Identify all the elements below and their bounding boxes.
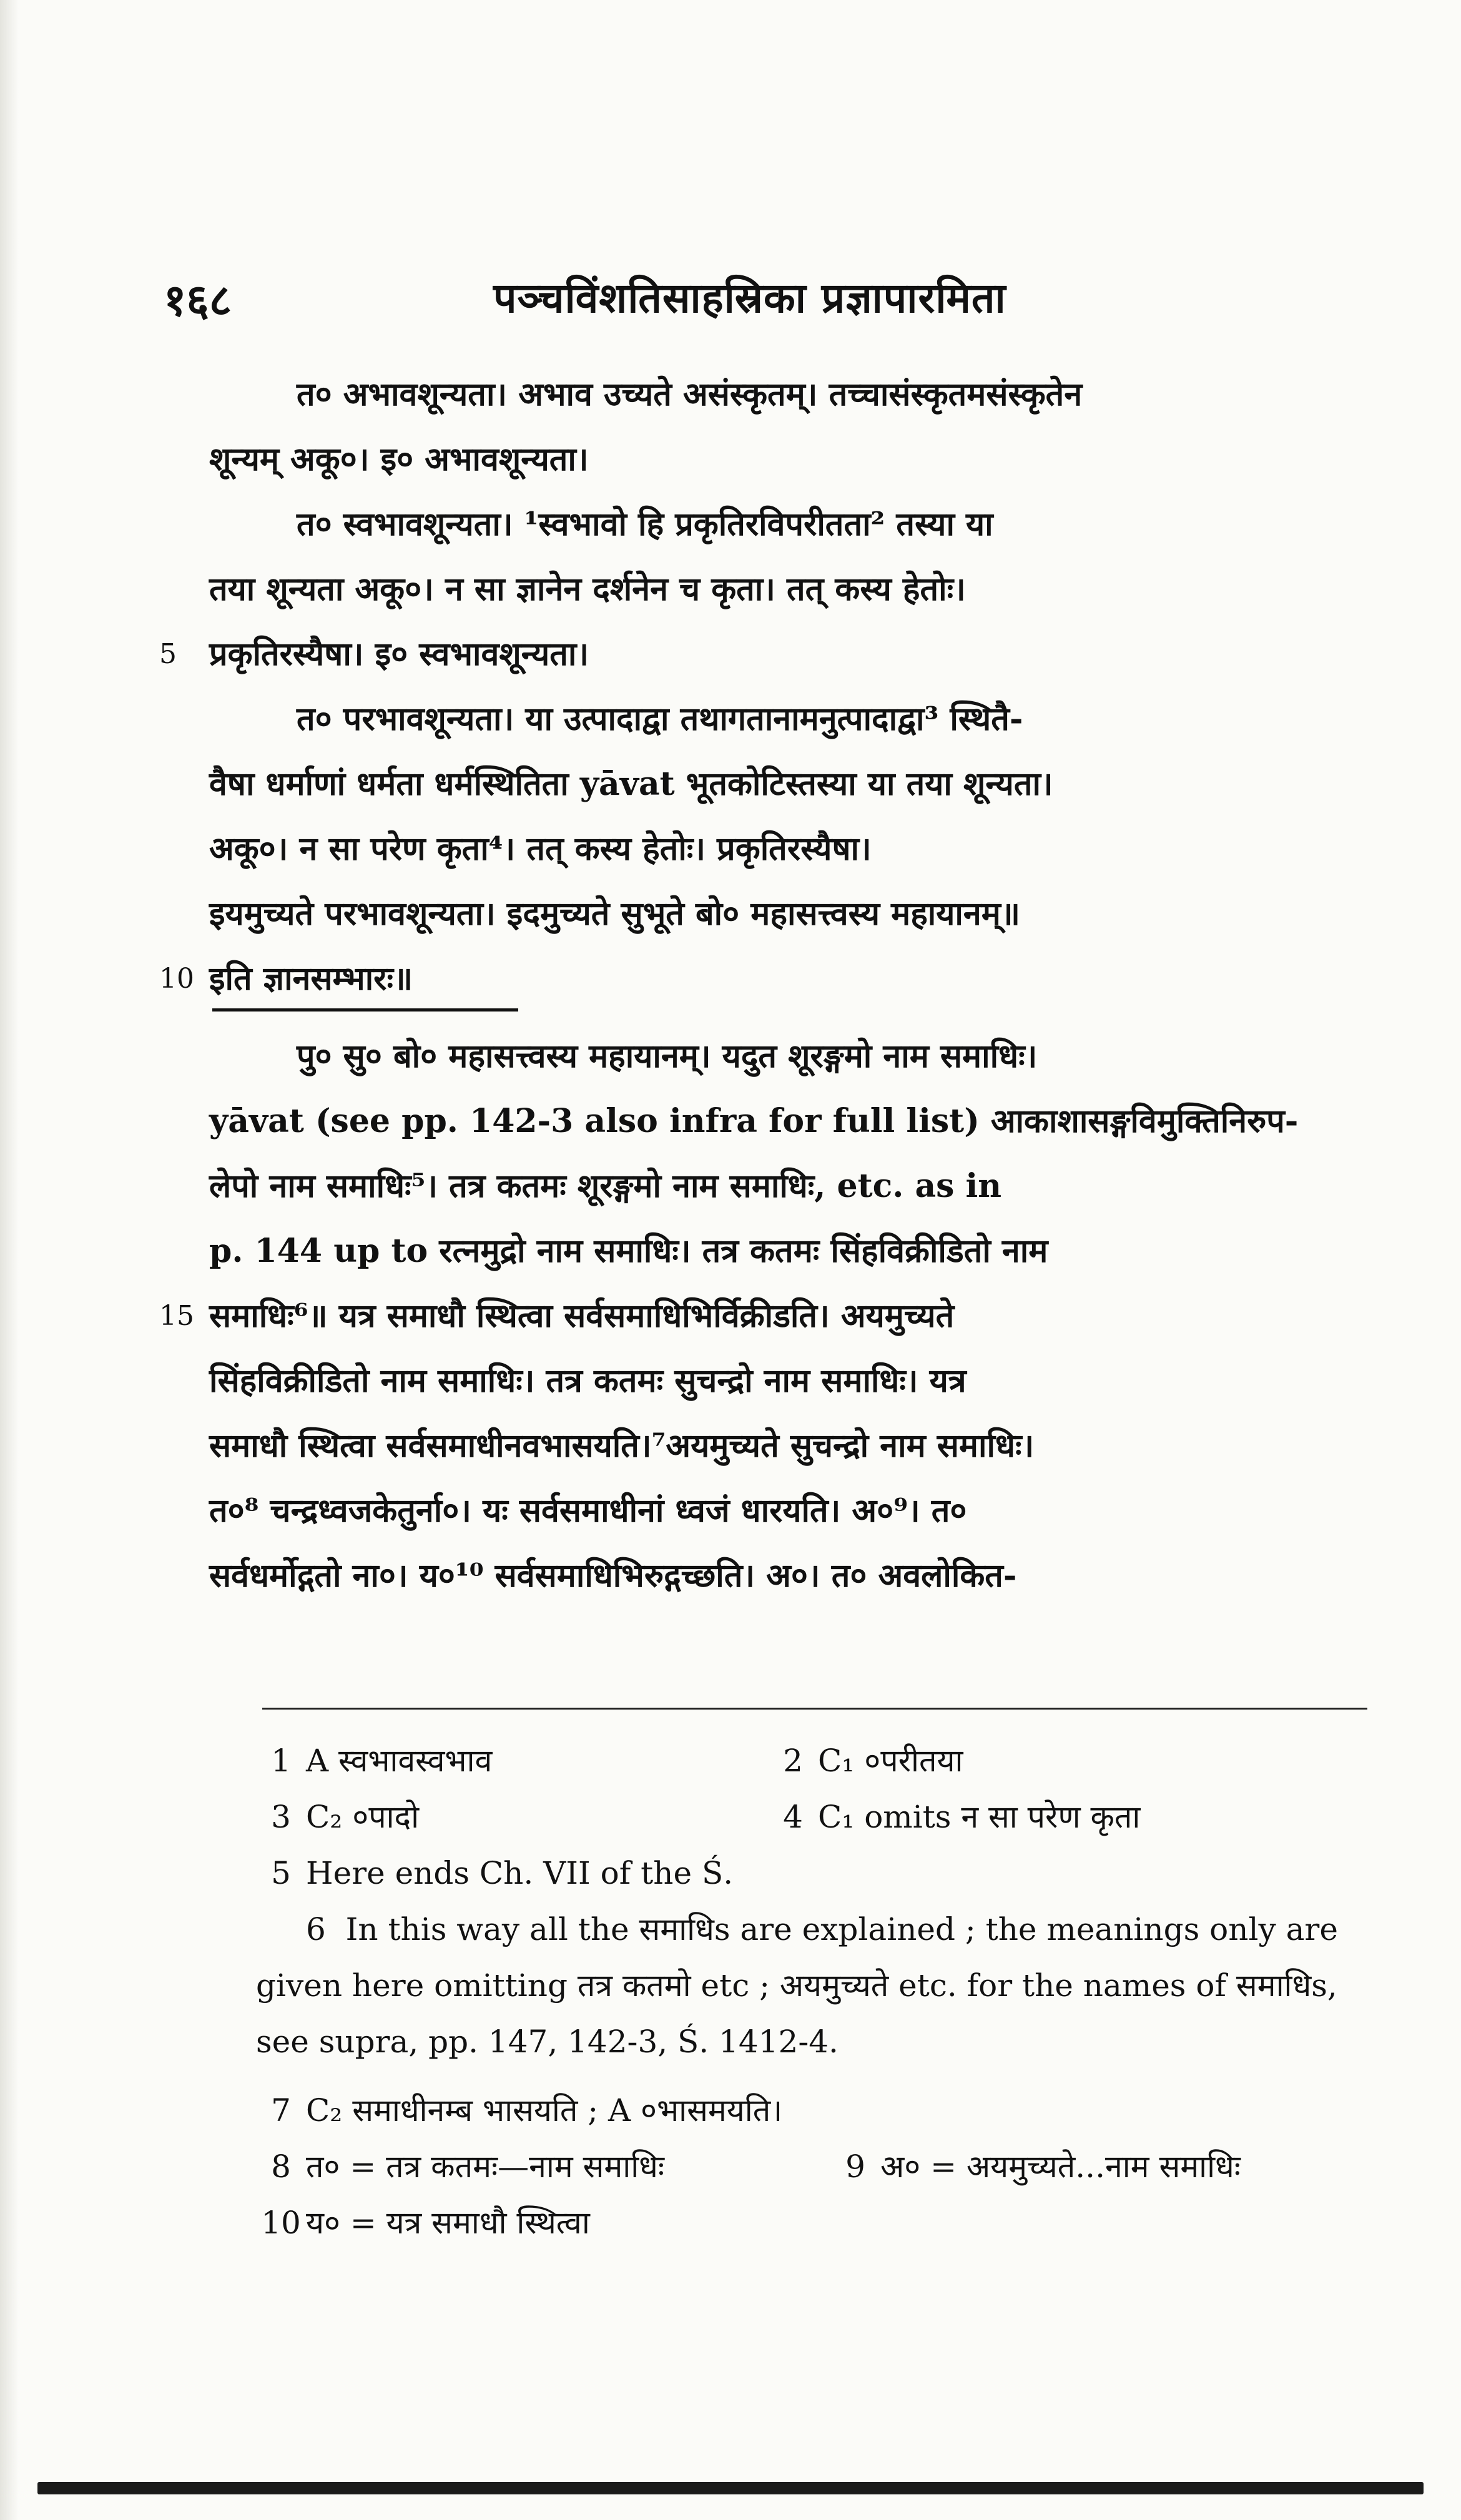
line-number: 10 — [159, 963, 194, 995]
footnote-5: 5 Here ends Ch. VII of the Ś. — [271, 1855, 734, 1891]
footnote-10: 10 य० = यत्र समाधौ स्थित्वा — [261, 2205, 590, 2241]
text-line: वैषा धर्माणां धर्मता धर्मस्थितिता yāvat भूतकोटिस्तस्या या तया शून्यता। — [209, 765, 1053, 803]
page-header — [0, 268, 1461, 325]
footnote-2: 2 C₁ ०परीतया — [783, 1743, 963, 1779]
footnote-9: 9 अ० = अयमुच्यते...नाम समाधिः — [845, 2148, 1241, 2185]
footnote-3: 3 C₂ ०पादो — [271, 1799, 420, 1835]
line-number: 15 — [159, 1300, 194, 1332]
text-line: लेपो नाम समाधिः⁵। तत्र कतमः शूरङ्गमो नाम समाधिः, etc. as in — [209, 1167, 1002, 1205]
text-line: p. 144 up to रत्नमुद्रो नाम समाधिः। तत्र कतमः सिंहविक्रीडितो नाम — [209, 1232, 1048, 1270]
text-line: सर्वधर्मोद्गतो ना०। य०¹⁰ सर्वसमाधिभिरुद्गच्छति। अ०। त० अवलोकित- — [209, 1557, 1017, 1595]
running-title: पञ्चविंशतिसाहस्रिका प्रज्ञापारमिता — [493, 273, 1006, 322]
page-edge — [0, 0, 19, 2520]
text-line: 15 समाधिः⁶॥ यत्र समाधौ स्थित्वा सर्वसमाधिभिर्विक्रीडति। अयमुच्यते — [209, 1284, 1339, 1349]
footnote-row — [256, 2139, 1367, 2195]
text-line: त० स्वभावशून्यता। ¹स्वभावो हि प्रकृतिरविपरीतता² तस्या या — [297, 505, 993, 543]
footnote-7: 7 C₂ समाधीनम्ब भासयति ; A ०भासमयति। — [271, 2092, 783, 2129]
colophon-rule — [212, 1008, 518, 1011]
colophon-line: 10 इति ज्ञानसम्भारः॥ — [209, 947, 1339, 1011]
footnote-row — [256, 1733, 1367, 1789]
footnote-4: 4 C₁ omits न सा परेण कृता — [783, 1799, 1141, 1835]
text-line: शून्यम् अकू०। इ० अभावशून्यता। — [209, 440, 589, 478]
footnote-1: 1 A स्वभावस्वभाव — [271, 1743, 493, 1779]
text-line: अकू०। न सा परेण कृता⁴। तत् कस्य हेतोः। प्रकृतिरस्यैषा। — [209, 830, 872, 868]
footnote-6: 6 In this way all the समाधिs are explained ; the meanings only are given here omitting तत्र कतमो etc ; अयमुच्यते etc. for the names of समाधिs, see supra, pp. 147, 142-3, Ś. 1412-4. — [256, 1911, 1338, 2060]
text-line: इयमुच्यते परभावशून्यता। इदमुच्यते सुभूते बो० महासत्त्वस्य महायानम्॥ — [209, 895, 1021, 933]
page-number: १६८ — [164, 274, 232, 326]
text-line: पु० सु० बो० महासत्त्वस्य महायानम्। यदुत शूरङ्गमो नाम समाधिः। — [297, 1037, 1038, 1075]
footnote-row — [256, 1789, 1367, 1845]
text-line: त० अभावशून्यता। अभाव उच्यते असंस्कृतम्। तच्चासंस्कृतमसंस्कृतेन — [297, 375, 1083, 413]
text-line: yāvat (see pp. 142-3 also infra for full list) आकाशासङ्गविमुक्तिनिरुप- — [209, 1102, 1299, 1140]
text-line: तया शून्यता अकू०। न सा ज्ञानेन दर्शनेन च कृता। तत् कस्य हेतोः। — [209, 570, 966, 608]
text-line: 5 प्रकृतिरस्यैषा। इ० स्वभावशून्यता। — [209, 622, 1339, 687]
text-line: समाधौ स्थित्वा सर्वसमाधीनवभासयति।⁷अयमुच्यते सुचन्द्रो नाम समाधिः। — [209, 1427, 1035, 1465]
footnotes — [256, 1733, 1367, 2251]
text-line: त० परभावशून्यता। या उत्पादाद्वा तथागतानामनुत्पादाद्वा³ स्थितै- — [297, 700, 1023, 738]
main-text — [159, 362, 1339, 1608]
text-line: सिंहविक्रीडितो नाम समाधिः। तत्र कतमः सुचन्द्रो नाम समाधिः। यत्र — [209, 1362, 967, 1400]
footnote-divider — [262, 1708, 1367, 1710]
line-number: 5 — [159, 638, 177, 670]
footnote-8: 8 त० = तत्र कतमः—नाम समाधिः — [271, 2148, 665, 2185]
text-line: त०⁸ चन्द्रध्वजकेतुर्ना०। यः सर्वसमाधीनां ध्वजं धारयति। अ०⁹। त० — [209, 1492, 967, 1530]
page-bottom-edge — [37, 2482, 1424, 2494]
